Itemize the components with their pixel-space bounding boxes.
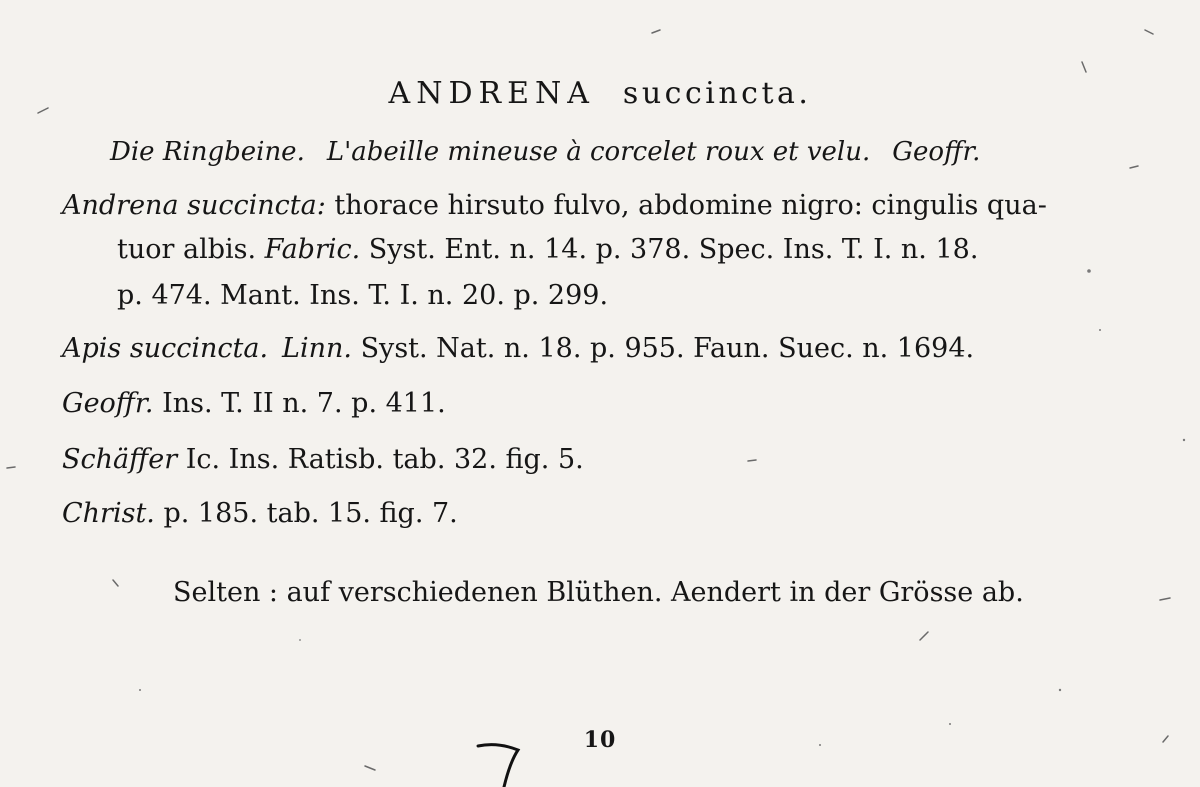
- german-name: Die Ringbeine.: [110, 137, 305, 167]
- synonym-entry-continuation: [117, 278, 608, 314]
- title-genus: ANDRENA: [388, 76, 595, 111]
- synonym-entry-christ: [62, 496, 458, 532]
- title-species: succincta.: [622, 76, 812, 111]
- entry-text: Syst. Ent. n. 14. p. 378. Spec. Ins. T. I. n. 18.: [368, 234, 979, 265]
- entry-text: tuor albis.: [117, 234, 257, 265]
- synonym-entry-continuation: [117, 232, 978, 268]
- entry-text: Ic. Ins. Ratisb. tab. 32. fig. 5.: [185, 444, 584, 475]
- entry-text: p. 185. tab. 15. fig. 7.: [163, 498, 458, 529]
- entry-author: Fabric.: [264, 234, 361, 265]
- synonym-entry-fabricius: [62, 188, 1047, 224]
- entry-text: Syst. Nat. n. 18. p. 955. Faun. Suec. n. 1694.: [360, 333, 975, 364]
- entry-text: Ins. T. II n. 7. p. 411.: [162, 388, 446, 419]
- entry-author: Andrena succincta:: [62, 190, 326, 221]
- entry-text: p. 474. Mant. Ins. T. I. n. 20. p. 299.: [117, 280, 609, 311]
- entry-author-abbrev: Linn.: [282, 333, 352, 364]
- french-name: L'abeille mineuse à corcelet roux et velu.: [326, 137, 871, 167]
- entry-text: thorace hirsuto fulvo, abdomine nigro: cingulis qua-: [334, 190, 1047, 221]
- french-name-source: Geoffr.: [892, 137, 981, 167]
- common-names-line: [110, 134, 980, 170]
- entry-author: Christ.: [62, 498, 155, 529]
- entry-author: Geoffr.: [62, 388, 154, 419]
- synonym-entry-schaeffer: [62, 442, 584, 478]
- handwritten-mark: [470, 738, 540, 787]
- habitat-note: Selten : auf verschiedenen Blüthen. Aendert in der Grösse ab.: [173, 577, 1024, 608]
- page-number: 10: [583, 727, 617, 753]
- synonym-entry-geoffroy: [62, 386, 446, 422]
- entry-author: Schäffer: [62, 444, 178, 475]
- entry-author: Apis succincta.: [62, 333, 269, 364]
- synonym-entry-linnaeus: [62, 331, 974, 367]
- page-title: [0, 74, 1200, 114]
